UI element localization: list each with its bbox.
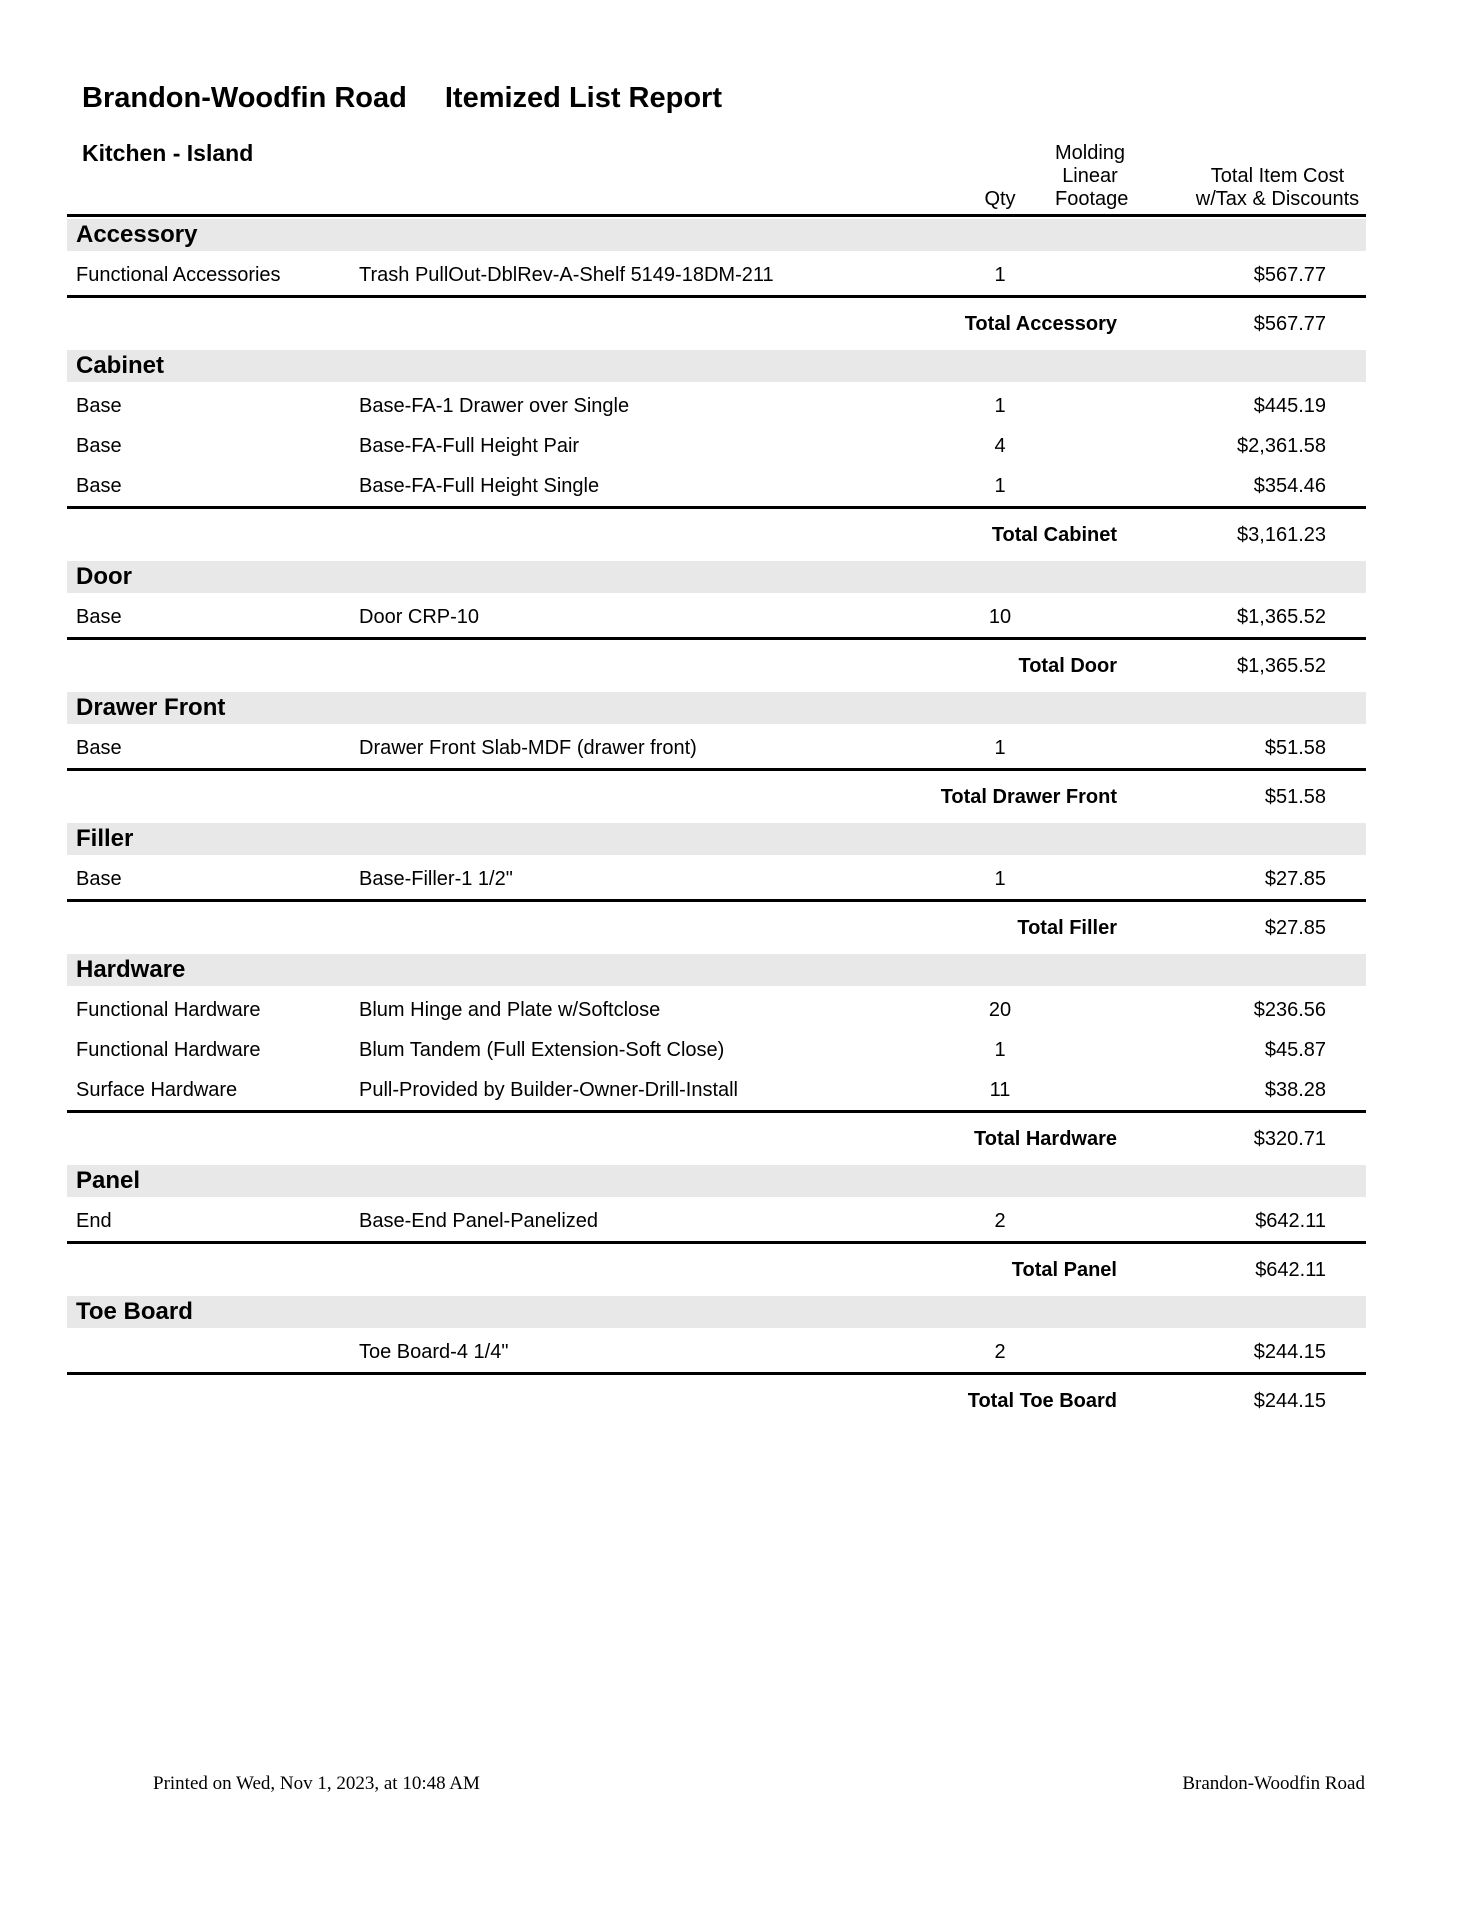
section-cabinet: [67, 350, 1366, 561]
cell-category: End: [76, 1209, 112, 1232]
cell-total-cost: $38.28: [1264, 1078, 1326, 1101]
report-table: [67, 116, 1366, 1427]
table-row: [67, 426, 1366, 466]
room-subtitle: Kitchen - Island: [82, 140, 254, 166]
section-total-row: [67, 771, 1366, 823]
cell-total-cost: $642.11: [1255, 1209, 1326, 1232]
cell-item: Drawer Front Slab-MDF (drawer front): [359, 736, 697, 759]
cell-item: Base-FA-Full Height Single: [359, 474, 600, 497]
section-items: [67, 386, 1366, 506]
cell-item: Blum Tandem (Full Extension-Soft Close): [359, 1038, 725, 1061]
section-total-label: Total Panel: [1011, 1258, 1117, 1281]
section-total-label: Total Cabinet: [991, 523, 1117, 546]
cell-qty: 1: [994, 1038, 1006, 1061]
table-row: [67, 1332, 1366, 1372]
table-row: [67, 1070, 1366, 1110]
cell-qty: 4: [994, 434, 1006, 457]
cell-total-cost: $45.87: [1264, 1038, 1326, 1061]
cell-item: Base-FA-1 Drawer over Single: [359, 394, 630, 417]
section-drawer-front: [67, 692, 1366, 823]
cell-item: Trash PullOut-DblRev-A-Shelf 5149-18DM-211: [359, 263, 774, 286]
section-items: [67, 255, 1366, 295]
section-items: [67, 1332, 1366, 1372]
table-row: [67, 597, 1366, 637]
section-total-row: [67, 902, 1366, 954]
section-door: [67, 561, 1366, 692]
cell-item: Base-FA-Full Height Pair: [359, 434, 580, 457]
footer-printed-timestamp: Printed on Wed, Nov 1, 2023, at 10:48 AM: [153, 1773, 480, 1794]
table-row: [67, 1201, 1366, 1241]
cell-qty: 1: [994, 867, 1006, 890]
section-header-label: Cabinet: [76, 352, 165, 379]
cell-category: Surface Hardware: [76, 1078, 238, 1101]
column-header-cost: [1125, 165, 1366, 211]
section-total-label: Total Filler: [1017, 916, 1117, 939]
section-items: [67, 728, 1366, 768]
cell-qty: 1: [994, 263, 1006, 286]
section-total-row: [67, 640, 1366, 692]
section-header-cabinet: [67, 350, 1366, 382]
cell-category: Functional Hardware: [76, 998, 261, 1021]
column-header-cost-line2: w/Tax & Discounts: [1195, 188, 1360, 210]
section-total-cost: $27.85: [1264, 916, 1326, 939]
cell-qty: 1: [994, 394, 1006, 417]
section-header-toe-board: [67, 1296, 1366, 1328]
cell-category: Base: [76, 605, 122, 628]
cell-total-cost: $1,365.52: [1237, 605, 1326, 628]
cell-total-cost: $354.46: [1253, 474, 1326, 497]
section-header-label: Panel: [76, 1167, 141, 1194]
section-total-label: Total Hardware: [974, 1127, 1117, 1150]
project-title: Brandon-Woodfin Road: [82, 82, 407, 114]
table-header: [67, 116, 1366, 214]
section-total-row: [67, 1244, 1366, 1296]
section-header-label: Filler: [76, 825, 134, 852]
table-row: [67, 859, 1366, 899]
section-items: [67, 990, 1366, 1110]
column-header-molding-line2: Linear: [1062, 165, 1118, 187]
section-panel: [67, 1165, 1366, 1296]
column-header-molding-line3: Footage: [1055, 188, 1129, 210]
cell-item: Base-End Panel-Panelized: [359, 1209, 599, 1232]
cell-qty: 2: [994, 1340, 1006, 1363]
section-hardware: [67, 954, 1366, 1165]
section-header-label: Accessory: [76, 221, 198, 248]
section-header-drawer-front: [67, 692, 1366, 724]
cell-total-cost: $244.15: [1253, 1340, 1326, 1363]
report-type-title: Itemized List Report: [444, 82, 723, 114]
page-footer: [153, 1773, 1365, 1795]
section-total-cost: $244.15: [1253, 1389, 1326, 1412]
cell-category: Base: [76, 394, 122, 417]
cell-item: Base-Filler-1 1/2": [359, 867, 513, 890]
table-row: [67, 255, 1366, 295]
section-header-label: Hardware: [76, 956, 186, 983]
cell-category: Base: [76, 434, 122, 457]
cell-qty: 10: [988, 605, 1012, 628]
section-header-accessory: [67, 219, 1366, 251]
table-row: [67, 990, 1366, 1030]
cell-total-cost: $51.58: [1264, 736, 1326, 759]
subtitle-cell: [67, 116, 945, 167]
cell-total-cost: $567.77: [1253, 263, 1326, 286]
section-toe-board: [67, 1296, 1366, 1427]
section-items: [67, 597, 1366, 637]
section-total-row: [67, 509, 1366, 561]
cell-category: Functional Hardware: [76, 1038, 261, 1061]
column-header-molding-line1: Molding: [1055, 142, 1126, 164]
table-row: [67, 728, 1366, 768]
section-total-label: Total Accessory: [964, 312, 1117, 335]
section-header-label: Toe Board: [76, 1298, 193, 1325]
section-header-hardware: [67, 954, 1366, 986]
section-total-cost: $567.77: [1253, 312, 1326, 335]
cell-item: Door CRP-10: [359, 605, 480, 628]
cell-qty: 1: [994, 474, 1006, 497]
header-rule: [67, 214, 1366, 217]
cell-total-cost: $236.56: [1253, 998, 1326, 1021]
cell-total-cost: $2,361.58: [1237, 434, 1326, 457]
table-row: [67, 1030, 1366, 1070]
cell-category: Base: [76, 736, 122, 759]
cell-item: Toe Board-4 1/4": [359, 1340, 509, 1363]
section-header-label: Door: [76, 563, 132, 590]
section-total-label: Total Toe Board: [967, 1389, 1117, 1412]
column-header-molding: [1055, 142, 1129, 211]
section-total-label: Total Drawer Front: [940, 785, 1117, 808]
cell-item: Pull-Provided by Builder-Owner-Drill-Install: [359, 1078, 739, 1101]
section-total-row: [67, 1375, 1366, 1427]
section-total-row: [67, 1113, 1366, 1165]
section-total-cost: $51.58: [1264, 785, 1326, 808]
cell-category: Base: [76, 867, 122, 890]
cell-total-cost: $445.19: [1253, 394, 1326, 417]
section-total-row: [67, 298, 1366, 350]
table-row: [67, 466, 1366, 506]
section-header-label: Drawer Front: [76, 694, 226, 721]
section-header-door: [67, 561, 1366, 593]
section-accessory: [67, 219, 1366, 350]
section-items: [67, 859, 1366, 899]
report-title: [82, 0, 1484, 116]
cell-category: Functional Accessories: [76, 263, 281, 286]
section-items: [67, 1201, 1366, 1241]
section-total-cost: $1,365.52: [1237, 654, 1326, 677]
cell-qty: 1: [994, 736, 1006, 759]
section-total-label: Total Door: [1018, 654, 1117, 677]
table-row: [67, 386, 1366, 426]
section-total-cost: $3,161.23: [1237, 523, 1326, 546]
column-header-cost-line1: Total Item Cost: [1210, 165, 1345, 187]
sections-container: [67, 219, 1366, 1427]
column-header-qty: Qty: [984, 188, 1016, 210]
cell-category: Base: [76, 474, 122, 497]
section-filler: [67, 823, 1366, 954]
footer-project-name: Brandon-Woodfin Road: [1182, 1773, 1365, 1794]
cell-item: Blum Hinge and Plate w/Softclose: [359, 998, 661, 1021]
cell-qty: 11: [989, 1078, 1011, 1101]
section-header-filler: [67, 823, 1366, 855]
cell-qty: 2: [994, 1209, 1006, 1232]
section-total-cost: $642.11: [1255, 1258, 1326, 1281]
cell-qty: 20: [988, 998, 1012, 1021]
section-header-panel: [67, 1165, 1366, 1197]
section-total-cost: $320.71: [1253, 1127, 1326, 1150]
cell-total-cost: $27.85: [1264, 867, 1326, 890]
